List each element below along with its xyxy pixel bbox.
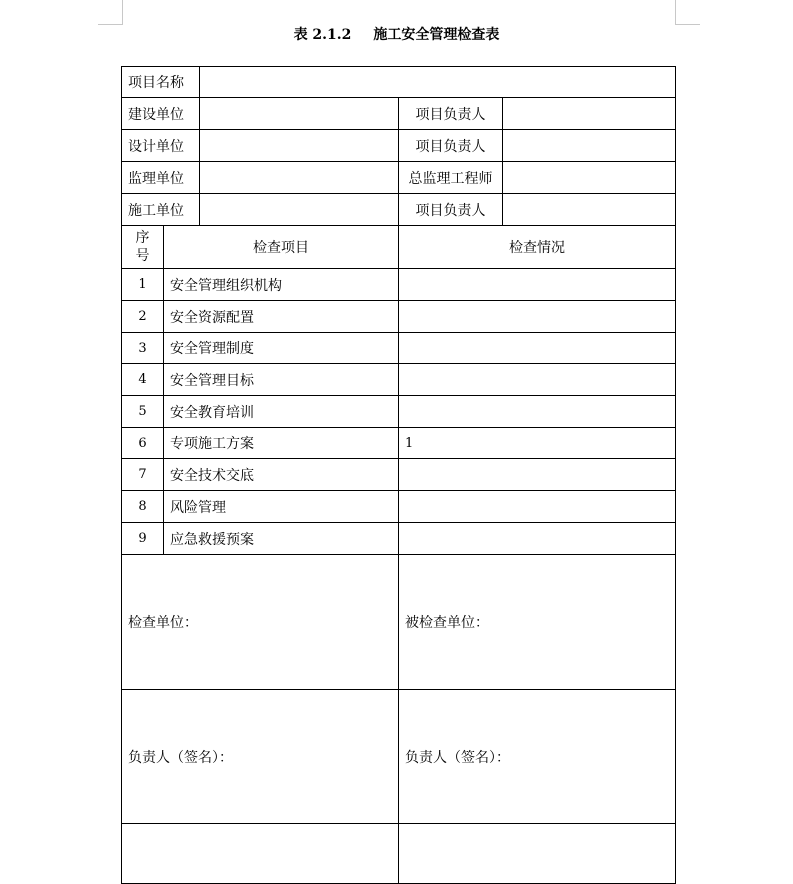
check-status-cell[interactable] bbox=[399, 333, 676, 364]
check-item: 安全管理制度 bbox=[164, 333, 399, 364]
inspector-unit-cell[interactable] bbox=[122, 555, 399, 690]
check-status-cell[interactable] bbox=[399, 301, 676, 333]
row-number: 1 bbox=[122, 269, 164, 301]
table-row bbox=[122, 459, 676, 491]
project-name-row bbox=[122, 67, 676, 98]
inspected-extra-cell[interactable] bbox=[399, 824, 676, 884]
inspector-extra-cell[interactable] bbox=[122, 824, 399, 884]
inspector-person-cell[interactable] bbox=[122, 690, 399, 824]
check-status-cell[interactable] bbox=[399, 396, 676, 428]
row-number: 4 bbox=[122, 364, 164, 396]
check-item: 专项施工方案 bbox=[164, 428, 399, 459]
inspected-signature-label: 负责人（签名）： bbox=[405, 749, 510, 766]
status-header: 检查情况 bbox=[399, 226, 676, 269]
date-row bbox=[122, 824, 676, 884]
chief-supervisor-label: 总监理工程师 bbox=[399, 162, 503, 194]
page-corner-mark-left bbox=[98, 0, 123, 25]
page-corner-mark-right bbox=[675, 0, 700, 25]
supervision-unit-row bbox=[122, 162, 676, 194]
builder-unit-field[interactable] bbox=[200, 98, 399, 130]
construction-leader-label: 项目负责人 bbox=[399, 194, 503, 226]
project-name-label: 项目名称 bbox=[122, 67, 200, 98]
design-unit-field[interactable] bbox=[200, 130, 399, 162]
check-status-cell[interactable] bbox=[399, 459, 676, 491]
check-item: 应急救援预案 bbox=[164, 523, 399, 555]
builder-leader-field[interactable] bbox=[503, 98, 676, 130]
check-item: 安全管理目标 bbox=[164, 364, 399, 396]
check-item: 安全教育培训 bbox=[164, 396, 399, 428]
row-number: 6 bbox=[122, 428, 164, 459]
table-row bbox=[122, 333, 676, 364]
inspector-signature-label: 负责人（签名）： bbox=[128, 749, 233, 766]
design-unit-label: 设计单位 bbox=[122, 130, 200, 162]
unit-sign-row bbox=[122, 555, 676, 690]
check-status-cell[interactable] bbox=[399, 523, 676, 555]
row-number: 8 bbox=[122, 491, 164, 523]
check-item: 安全管理组织机构 bbox=[164, 269, 399, 301]
table-title: 施工安全管理检查表 bbox=[373, 27, 500, 43]
row-number: 5 bbox=[122, 396, 164, 428]
check-item: 安全技术交底 bbox=[164, 459, 399, 491]
check-status-cell[interactable]: 1 bbox=[399, 428, 676, 459]
design-unit-row bbox=[122, 130, 676, 162]
construction-unit-label: 施工单位 bbox=[122, 194, 200, 226]
supervision-unit-label: 监理单位 bbox=[122, 162, 200, 194]
row-number: 2 bbox=[122, 301, 164, 333]
seq-header bbox=[122, 226, 164, 269]
table-row bbox=[122, 523, 676, 555]
inspected-unit-cell[interactable] bbox=[399, 555, 676, 690]
table-row bbox=[122, 491, 676, 523]
builder-leader-label: 项目负责人 bbox=[399, 98, 503, 130]
project-name-field[interactable] bbox=[200, 67, 676, 98]
inspected-person-cell[interactable] bbox=[399, 690, 676, 824]
check-item: 安全资源配置 bbox=[164, 301, 399, 333]
column-header-row bbox=[122, 226, 676, 269]
table-row bbox=[122, 301, 676, 333]
item-header: 检查项目 bbox=[164, 226, 399, 269]
check-status-cell[interactable] bbox=[399, 364, 676, 396]
chief-supervisor-field[interactable] bbox=[503, 162, 676, 194]
builder-unit-label: 建设单位 bbox=[122, 98, 200, 130]
construction-leader-field[interactable] bbox=[503, 194, 676, 226]
table-row bbox=[122, 269, 676, 301]
inspector-unit-label: 检查单位： bbox=[128, 615, 198, 631]
safety-inspection-table bbox=[121, 66, 676, 884]
builder-unit-row bbox=[122, 98, 676, 130]
table-row bbox=[122, 428, 676, 459]
row-number: 3 bbox=[122, 333, 164, 364]
document-title bbox=[0, 24, 793, 44]
person-sign-row bbox=[122, 690, 676, 824]
construction-unit-row bbox=[122, 194, 676, 226]
check-status-cell[interactable] bbox=[399, 491, 676, 523]
design-leader-label: 项目负责人 bbox=[399, 130, 503, 162]
supervision-unit-field[interactable] bbox=[200, 162, 399, 194]
seq-header-line-1: 序 bbox=[135, 230, 150, 246]
table-row bbox=[122, 396, 676, 428]
construction-unit-field[interactable] bbox=[200, 194, 399, 226]
inspected-unit-label: 被检查单位： bbox=[405, 615, 489, 631]
seq-header-line-2: 号 bbox=[135, 248, 150, 264]
check-item: 风险管理 bbox=[164, 491, 399, 523]
design-leader-field[interactable] bbox=[503, 130, 676, 162]
row-number: 7 bbox=[122, 459, 164, 491]
table-number: 表 2.1.2 bbox=[293, 27, 352, 43]
table-row bbox=[122, 364, 676, 396]
check-status-cell[interactable] bbox=[399, 269, 676, 301]
row-number: 9 bbox=[122, 523, 164, 555]
